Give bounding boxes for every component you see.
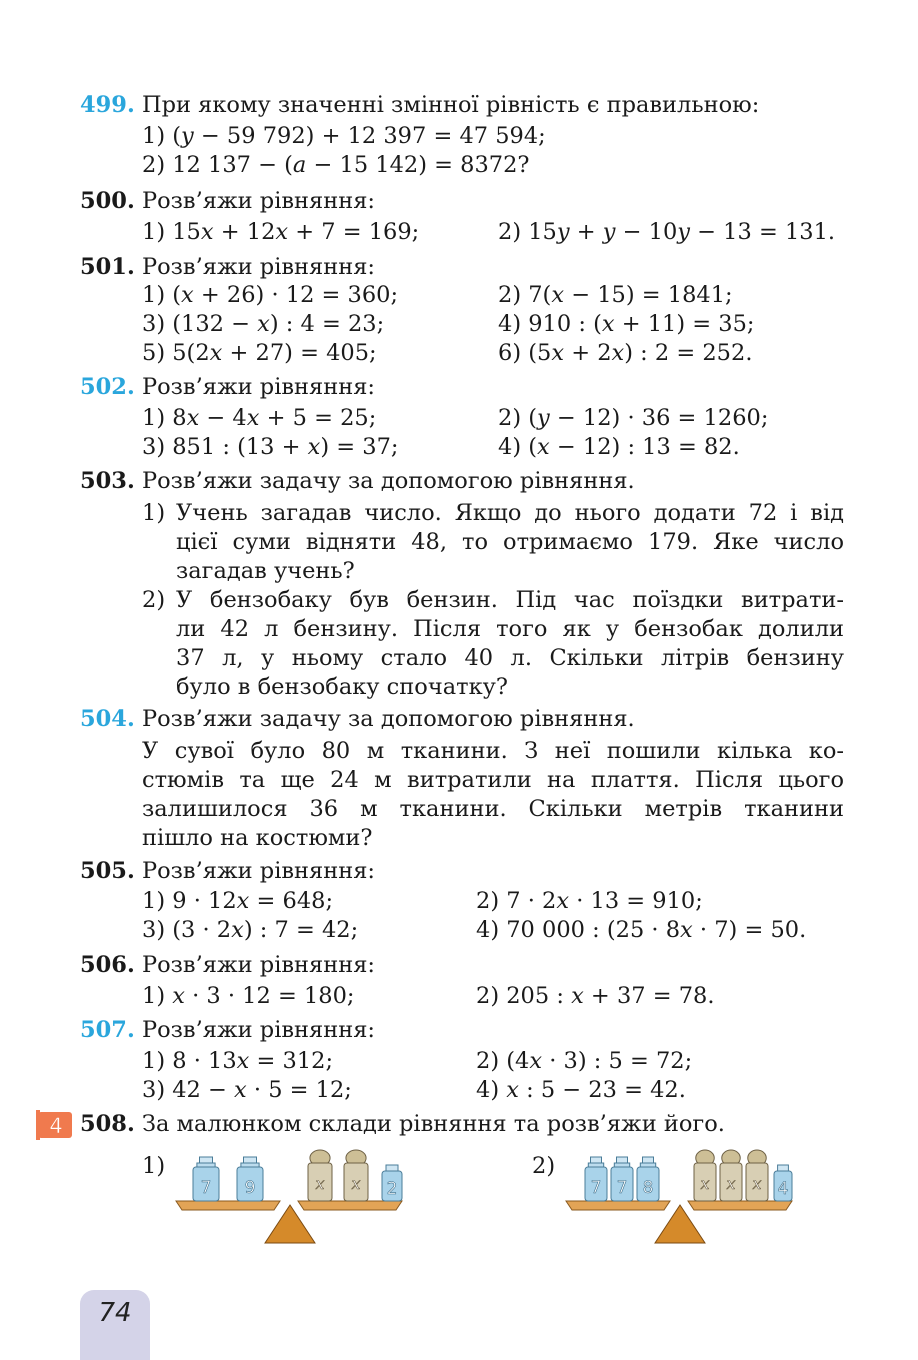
weight [193, 1157, 219, 1201]
problem-503-task-2-line: 37 л, у ньому стало 40 л. Скільки літрів бензину [176, 645, 844, 671]
problem-505-title: 505. Розв’яжи рівняння: [80, 858, 376, 884]
unknown-weight [746, 1150, 768, 1201]
problem-505-eq-1: 1) 9 · 12x = 648; [142, 888, 334, 914]
weight-label: 8 [642, 1178, 654, 1198]
problem-506-eq-1: 1) x · 3 · 12 = 180; [142, 983, 355, 1009]
problem-503-task-1-line: загадав учень? [176, 558, 355, 584]
problem-503-task-1-line: Учень загадав число. Якщо до нього додати 72 і від [176, 500, 844, 526]
weight [774, 1165, 792, 1201]
problem-505-eq-3: 3) (3 · 2x) : 7 = 42; [142, 917, 359, 943]
problem-505-eq-2: 2) 7 · 2x · 13 = 910; [476, 888, 703, 914]
weight-label: x [315, 1174, 325, 1193]
weight-label: x [700, 1174, 710, 1193]
problem-507-title: 507. Розв’яжи рівняння: [80, 1017, 376, 1043]
problem-500-title: 500. Розв’яжи рівняння: [80, 188, 376, 214]
problem-504-title: 504. Розв’яжи задачу за допомогою рівняння. [80, 706, 635, 732]
problem-499-title: 499. При якому значенні змінної рівність є правильною: [80, 92, 760, 118]
problem-506-eq-2: 2) 205 : x + 37 = 78. [476, 983, 715, 1009]
problem-501-eq-4: 4) 910 : (x + 11) = 35; [498, 311, 755, 337]
problem-505-eq-4: 4) 70 000 : (25 · 8x · 7) = 50. [476, 917, 807, 943]
problem-499-line-2: 2) 12 137 − (a − 15 142) = 8372? [142, 152, 530, 178]
problem-503-title: 503. Розв’яжи задачу за допомогою рівняння. [80, 468, 635, 494]
weight-label: 7 [200, 1178, 212, 1198]
problem-502-title: 502. Розв’яжи рівняння: [80, 374, 376, 400]
problem-501-eq-5: 5) 5(2x + 27) = 405; [142, 340, 377, 366]
problem-502-eq-3: 3) 851 : (13 + x) = 37; [142, 434, 399, 460]
page-number-tab [80, 1290, 150, 1360]
weight-label: 7 [616, 1178, 628, 1198]
problem-504-text-line: стюмів та ще 24 м витратили на плаття. Після цього [142, 767, 844, 793]
fulcrum [655, 1205, 705, 1243]
unknown-weight [308, 1150, 332, 1201]
page-number: 74 [98, 1298, 132, 1328]
problem-506-title: 506. Розв’яжи рівняння: [80, 952, 376, 978]
problem-502-eq-1: 1) 8x − 4x + 5 = 25; [142, 405, 377, 431]
problem-501-title: 501. Розв’яжи рівняння: [80, 254, 376, 280]
weight-label: x [752, 1174, 762, 1193]
right-pan [298, 1201, 402, 1210]
weight [637, 1157, 659, 1201]
weight-label: 4 [777, 1179, 789, 1199]
problem-501-eq-3: 3) (132 − x) : 4 = 23; [142, 311, 385, 337]
problem-502-eq-2: 2) (y − 12) · 36 = 1260; [498, 405, 769, 431]
problem-503-task-1-marker: 1) [142, 500, 166, 526]
problem-503-task-2-marker: 2) [142, 587, 166, 613]
problem-508-title: 508. За малюнком склади рівняння та розв’яжи його. [80, 1111, 725, 1137]
problem-507-eq-1: 1) 8 · 13x = 312; [142, 1048, 334, 1074]
figure-2-label: 2) [532, 1153, 556, 1179]
problem-507-eq-2: 2) (4x · 3) : 5 = 72; [476, 1048, 693, 1074]
problem-503-task-2-line: було в бензобаку спочатку? [176, 674, 508, 700]
problem-502-eq-4: 4) (x − 12) : 13 = 82. [498, 434, 740, 460]
problem-500-eq-2: 2) 15y + y − 10y − 13 = 131. [498, 219, 836, 245]
weight-label: x [726, 1174, 736, 1193]
unknown-weight [344, 1150, 368, 1201]
right-pan [688, 1201, 792, 1210]
weight [611, 1157, 633, 1201]
weight-label: 2 [386, 1179, 398, 1199]
left-pan [176, 1201, 280, 1210]
problem-501-eq-2: 2) 7(x − 15) = 1841; [498, 282, 733, 308]
problem-504-text-line: У сувої було 80 м тканини. З неї пошили кілька ко- [142, 738, 844, 764]
left-pan [566, 1201, 670, 1210]
balance-scale-1 [170, 1145, 410, 1245]
problem-504-text-line: пішло на костюми? [142, 825, 373, 851]
unknown-weight [694, 1150, 716, 1201]
difficulty-level-badge [36, 1110, 74, 1140]
unknown-weight [720, 1150, 742, 1201]
balance-scale-2 [560, 1145, 800, 1245]
weight-label: x [351, 1174, 361, 1193]
weight [237, 1157, 263, 1201]
problem-503-task-1-line: цієї суми відняти 48, то отримаємо 179. Яке число [176, 529, 844, 555]
weight-label: 7 [590, 1178, 602, 1198]
fulcrum [265, 1205, 315, 1243]
figure-1-label: 1) [142, 1153, 166, 1179]
weight [585, 1157, 607, 1201]
problem-499-line-1: 1) (y − 59 792) + 12 397 = 47 594; [142, 123, 546, 149]
problem-503-task-2-line: У бензобаку був бензин. Під час поїздки витрати- [176, 587, 844, 613]
problem-501-eq-6: 6) (5x + 2x) : 2 = 252. [498, 340, 753, 366]
weight [382, 1165, 402, 1201]
problem-507-eq-4: 4) x : 5 − 23 = 42. [476, 1077, 686, 1103]
problem-507-eq-3: 3) 42 − x · 5 = 12; [142, 1077, 352, 1103]
problem-504-text-line: залишилося 36 м тканини. Скільки метрів тканини [142, 796, 844, 822]
weight-label: 9 [244, 1178, 256, 1198]
problem-503-task-2-line: ли 42 л бензину. Після того як у бензобак долили [176, 616, 844, 642]
problem-500-eq-1: 1) 15x + 12x + 7 = 169; [142, 219, 420, 245]
difficulty-level-number: 4 [49, 1114, 63, 1138]
problem-501-eq-1: 1) (x + 26) · 12 = 360; [142, 282, 399, 308]
